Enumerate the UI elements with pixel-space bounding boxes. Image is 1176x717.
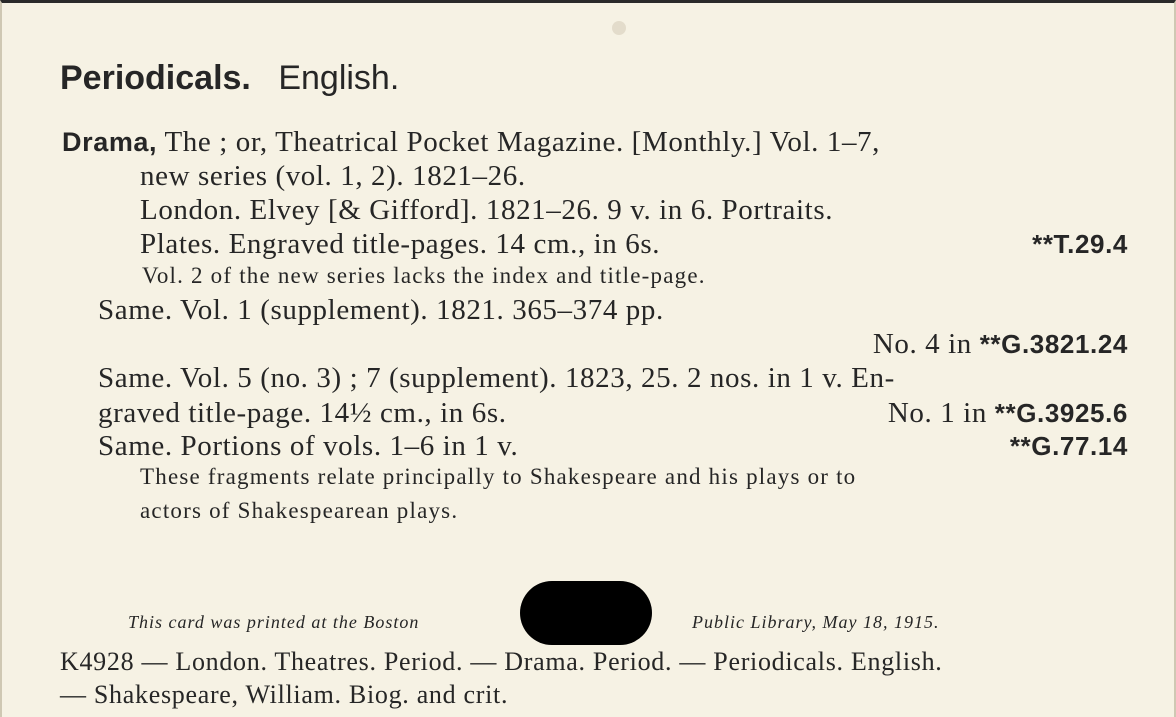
subject-heading <box>60 61 399 95</box>
same-2-location <box>888 396 1128 430</box>
same-3-text: Same. Portions of vols. 1–6 in 1 v. <box>98 430 519 462</box>
tracings-line-1: K4928 — London. Theatres. Period. — Drama. Period. — Periodicals. English. <box>60 647 943 676</box>
entry-imprint: London. Elvey [& Gifford]. 1821–26. 9 v. in 6. Portraits. <box>140 194 834 226</box>
tracings-line-2: — Shakespeare, William. Biog. and crit. <box>60 680 509 709</box>
same-1-text: Same. Vol. 1 (supplement). 1821. 365–374 pp. <box>98 294 664 326</box>
entry-note: Vol. 2 of the new series lacks the index and title-page. <box>142 263 706 288</box>
heading-qualifier: English. <box>278 59 400 97</box>
same-2-call-number: **G.3925.6 <box>994 398 1128 428</box>
heading-subject: Periodicals. <box>60 59 251 97</box>
entry-line-1 <box>62 125 880 159</box>
same-2-location-prefix: No. 1 in <box>887 397 995 429</box>
same-1-location-prefix: No. 4 in <box>872 328 980 360</box>
same-3-note-line-1: These fragments relate principally to Shakespeare and his plays or to <box>140 464 857 489</box>
imprint-right: Public Library, May 18, 1915. <box>692 612 940 632</box>
same-2-line-1: Same. Vol. 5 (no. 3) ; 7 (supplement). 1823, 25. 2 nos. in 1 v. En- <box>98 362 895 394</box>
same-1-call-number: **G.3821.24 <box>979 329 1128 359</box>
same-1-location <box>873 327 1128 361</box>
entry-main-head: Drama, <box>62 127 158 157</box>
entry-line-2: new series (vol. 1, 2). 1821–26. <box>140 160 526 192</box>
entry-title: The ; or, Theatrical Pocket Magazine. [Monthly.] Vol. 1–7, <box>157 126 881 158</box>
paper-smudge <box>612 21 626 35</box>
entry-collation: Plates. Engraved title-pages. 14 cm., in 6s. <box>140 228 661 260</box>
ink-blot <box>520 581 652 645</box>
same-3-call-number: **G.77.14 <box>1009 431 1128 461</box>
imprint-left: This card was printed at the Boston <box>128 612 420 632</box>
entry-call-number: **T.29.4 <box>1032 229 1128 259</box>
same-2-line-2: graved title-page. 14½ cm., in 6s. <box>98 397 507 429</box>
same-3-note-line-2: actors of Shakespearean plays. <box>140 498 459 523</box>
